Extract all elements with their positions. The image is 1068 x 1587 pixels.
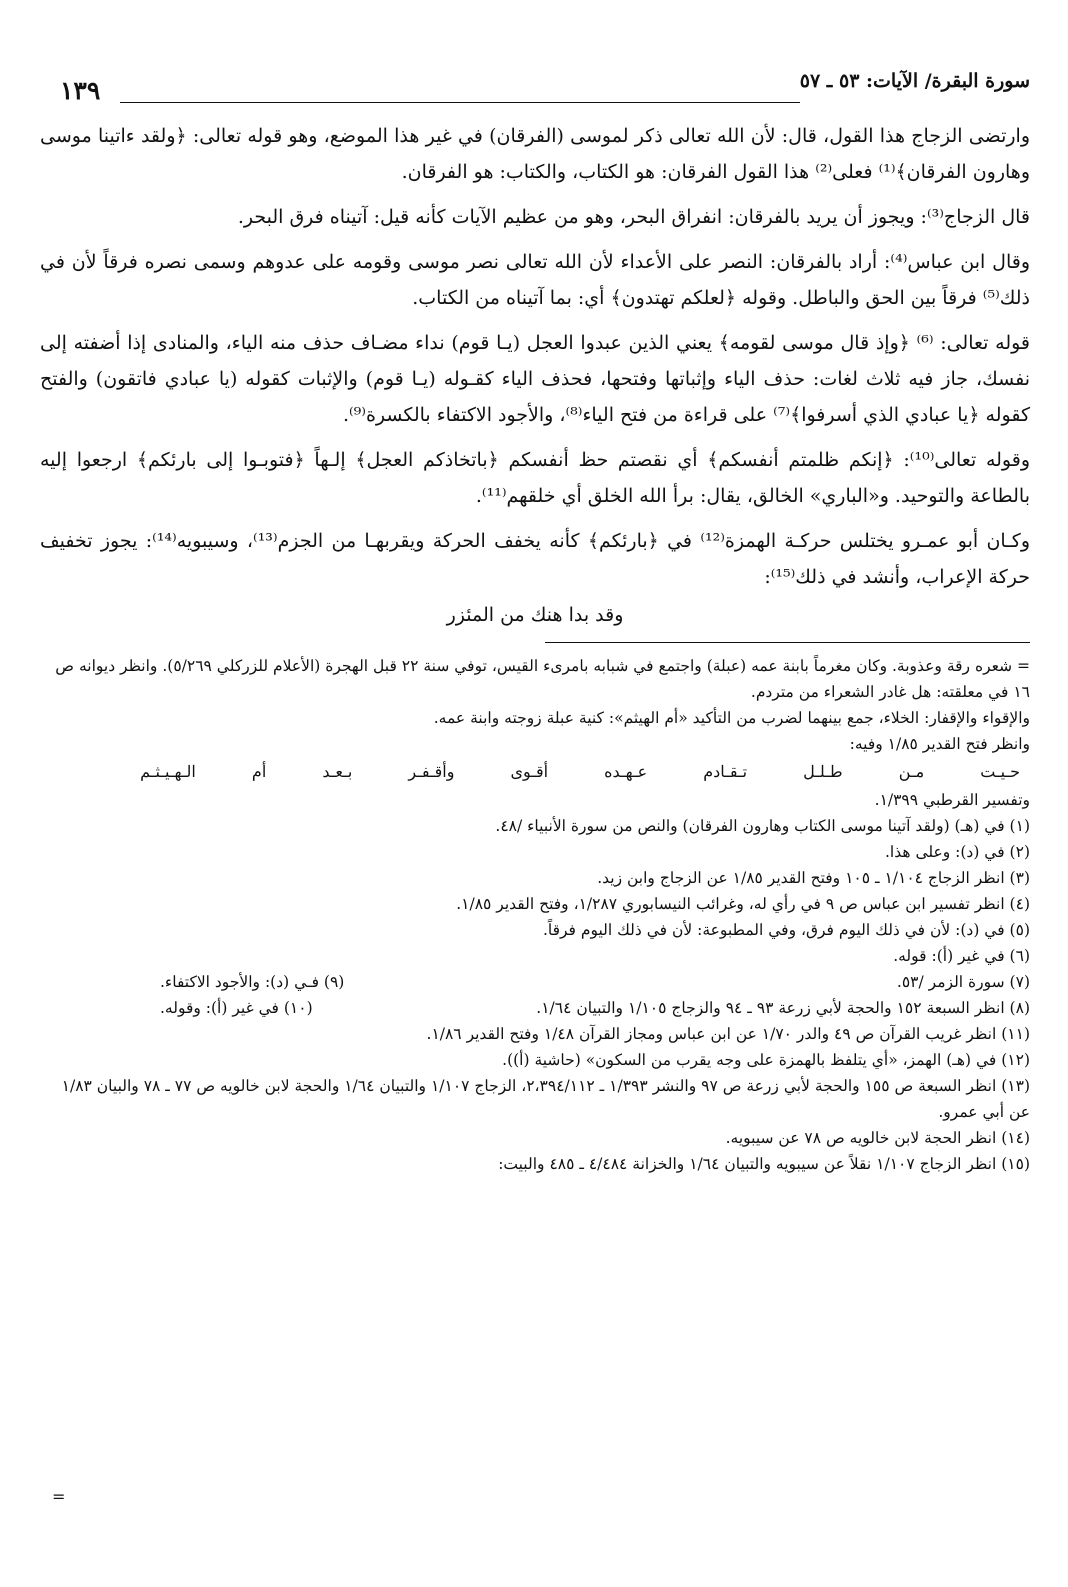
footnote-item: (١٥) انظر الزجاج ١/١٠٧ نقلاً عن سيبويه والتبيان ١/٦٤ والخزانة ٤/٤٨٤ ـ ٤٨٥ والبيت: (498, 1155, 1030, 1173)
poem-word: تـقـادم (703, 762, 748, 781)
poem-word: حـيـت (980, 762, 1020, 781)
footnote-item: (١٣) انظر السبعة ص ١٥٥ والحجة لأبي زرعة ص ٩٧ والنشر ١/٣٩٣ ـ ٢،٣٩٤/١١٢، الزجاج ١/١٠٧ والتبيان ١/٦٤ والحجة لابن خالويه ص ٧٧ ـ ٧٨ والبيان ١/٨٣ عن أبي عمرو. (61, 1077, 1030, 1121)
poetry-verse: وقد بدا هنك من المئزر (446, 604, 624, 626)
footnote-item: (١٤) انظر الحجة لابن خالويه ص ٧٨ عن سيبويه. (725, 1129, 1030, 1147)
poem-word: وأقـفـر (408, 762, 455, 781)
paragraph: وكـان أبو عمـرو يختلس حركـة الهمزة⁽¹²⁾ في ﴿بارئكم﴾ كأنه يخفف الحركة ويقربهـا من الجزم⁽¹³⁾، وسيبويه⁽¹⁴⁾: يجوز تخفيف حركة الإعراب، وأنشد في ذلك⁽¹⁵⁾: (40, 530, 1030, 588)
page (40, 60, 1030, 1570)
page-number: ١٣٩ (60, 76, 101, 105)
footnote-item: (١٢) في (هـ) الهمز، «أي يتلفظ بالهمزة على وجه يقرب من السكون» (حاشية (أ)). (502, 1051, 1030, 1069)
poem-word: طـلـل (803, 762, 843, 781)
footnote-item: (٢) في (د): وعلى هذا. (884, 843, 1030, 861)
footnote-continuation: = شعره رقة وعذوبة. وكان مغرماً بابنة عمه (عبلة) واجتمع في شبابه بامرىء القيس، توفي سنة ٢٢ قبل الهجرة (الأعلام للزركلي ٥/٢٦٩). وانظر ديوانه ص ١٦ في معلقته: هل غادر الشعراء من متردم. (55, 657, 1030, 701)
footnote-item: (٣) انظر الزجاج ١/١٠٤ ـ ١٠٥ وفتح القدير ١/٨٥ عن الزجاج وابن زيد. (597, 869, 1030, 887)
footnote-continuation: وانظر فتح القدير ١/٨٥ وفيه: (849, 735, 1030, 753)
footnote-item: (١١) انظر غريب القرآن ص ٤٩ والدر ١/٧٠ عن ابن عباس ومجاز القرآن ١/٤٨ وفتح القدير ١/٨٦. (426, 1025, 1030, 1043)
running-title: سورة البقرة/ الآيات: ٥٣ ـ ٥٧ (799, 70, 1030, 92)
paragraph: قال الزجاج⁽³⁾: ويجوز أن يريد بالفرقان: انفراق البحر، وهو من عظيم الآيات كأنه قيل: آتيناه فرق البحر. (237, 206, 1030, 228)
footnote-item: (٥) في (د): لأن في ذلك اليوم فرق، وفي المطبوعة: لأن في ذلك اليوم فرقاً. (542, 921, 1030, 939)
footnote-item: (٧) سورة الزمر /٥٣. (896, 973, 1030, 991)
footnote-pair-row (40, 995, 1030, 1021)
footnote-pair-row (40, 969, 1030, 995)
footnote-item: (٦) في غير (أ): قوله. (893, 947, 1030, 965)
continuation-mark: = (52, 1487, 66, 1506)
footnote-item: (٤) انظر تفسير ابن عباس ص ٩ في رأي له، وغرائب النيسابوري ١/٢٨٧، وفتح القدير ١/٨٥. (456, 895, 1030, 913)
paragraph: قوله تعالى: ⁽⁶⁾ ﴿وإذ قال موسى لقومه﴾ يعني الذين عبدوا العجل (يـا قوم) نداء مضـاف حذف منه الياء، والمنادى إذا أضفته إلى نفسك، جاز فيه ثلاث لغات: حذف الياء وإثباتها وفتحها، فحذف الياء كقـوله (يـا قوم) والإثبات كقوله (يا عبادي فاتقون) والفتح كقوله ﴿يا عبادي الذي أسرفوا﴾⁽⁷⁾ على قراءة من فتح الياء⁽⁸⁾، والأجود الاكتفاء بالكسرة⁽⁹⁾. (40, 332, 1031, 426)
header-rule (120, 102, 800, 103)
footnote-item: (٨) انظر السبعة ١٥٢ والحجة لأبي زرعة ٩٣ ـ ٩٤ والزجاج ١/١٠٥ والتبيان ١/٦٤. (536, 999, 1030, 1017)
footnote-continuation: وتفسير القرطبي ١/٣٩٩. (874, 791, 1030, 809)
poem-word: الـهـيـثـم (140, 762, 196, 781)
poem-word: بـعـد (322, 762, 353, 781)
footnote-item: (١٠) في غير (أ): وقوله. (160, 999, 313, 1017)
footnote-separator (545, 642, 1030, 643)
footnote-item: (٩) فـي (د): والأجود الاكتفاء. (160, 973, 345, 991)
footnotes (40, 653, 1030, 1177)
poem-word: أم (251, 762, 267, 781)
running-header (40, 60, 1030, 106)
main-text (40, 118, 1030, 626)
footnote-continuation: والإقواء والإقفار: الخلاء، جمع بينهما لضرب من التأكيد «أم الهيثم»: كنية عبلة زوجته وابنة عمه. (433, 709, 1030, 727)
paragraph: وقوله تعالى⁽¹⁰⁾: ﴿إنكم ظلمتم أنفسكم﴾ أي نقصتم حظ أنفسكم ﴿باتخاذكم العجل﴾ إلـهاً ﴿فتوبـوا إلى بارئكم﴾ ارجعوا إليه بالطاعة والتوحيد. و«الباري» الخالق، يقال: برأ الله الخلق أي خلقهم⁽¹¹⁾. (40, 449, 1030, 507)
paragraph: وارتضى الزجاج هذا القول، قال: لأن الله تعالى ذكر لموسى (الفرقان) في غير هذا الموضع، وهو قوله تعالى: ﴿ولقد ءاتينا موسى وهارون الفرقان﴾⁽¹⁾ فعلى⁽²⁾ هذا القول الفرقان: هو الكتاب، والكتاب: هو الفرقان. (40, 125, 1030, 183)
poem-word: عـهـده (604, 762, 648, 781)
footnote-poem-line (40, 757, 1030, 787)
footnote-item: (١) في (هـ) (ولقد آتينا موسى الكتاب وهارون الفرقان) والنص من سورة الأنبياء /٤٨. (495, 817, 1030, 835)
paragraph: وقال ابن عباس⁽⁴⁾: أراد بالفرقان: النصر على الأعداء لأن الله تعالى نصر موسى وقومه على عدوهم وسمى نصره فرقاً لأن في ذلك⁽⁵⁾ فرقاً بين الحق والباطل. وقوله ﴿لعلكم تهتدون﴾ أي: بما آتيناه من الكتاب. (40, 251, 1030, 309)
poem-word: مـن (898, 762, 925, 781)
poem-word: أقـوى (510, 762, 549, 781)
